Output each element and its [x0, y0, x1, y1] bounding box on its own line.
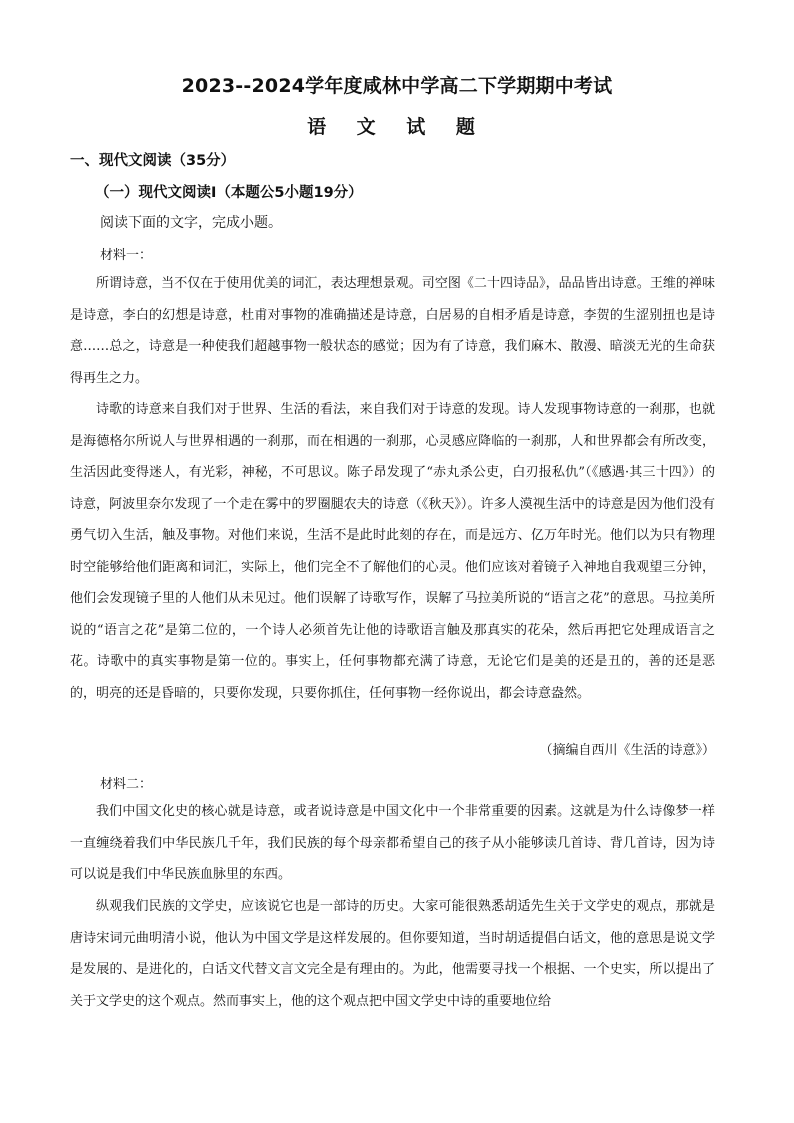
section-heading: 一、现代文阅读（35分）: [70, 153, 236, 169]
material-1-label: 材料一：: [100, 248, 153, 263]
material-2-label: 材料二：: [100, 777, 153, 792]
exam-title: 2023--2024学年度咸林中学高二下学期期中考试: [181, 75, 613, 97]
material-2-paragraph-2: 纵观我们民族的文学史，应该说它也是一部诗的历史。大家可能很熟悉胡适先生关于文学史的观点，那就是唐诗宋词元曲明清小说，他认为中国文学是这样发展的。但你要知道，当时胡适提倡白话文，他的意思是说文学是发展的、是进化的，白话文代替文言文完全是有理由的。为此，他需要寻找一个根据、一个史实，所以提出了关于文学史的这个观点。然而事实上，他的这个观点把中国文学史中诗的重要地位给: [70, 899, 715, 1009]
material-2-paragraph-1: 我们中国文化史的核心就是诗意，或者说诗意是中国文化中一个非常重要的因素。这就是为什么诗像梦一样一直缠绕着我们中华民族几千年，我们民族的每个母亲都希望自己的孩子从小能够读几首诗、背几首诗，因为诗可以说是我们中华民族血脉里的东西。: [70, 804, 715, 882]
material-1-paragraph-1: 所谓诗意，当不仅在于使用优美的词汇，表达理想景观。司空图《二十四诗品》，品品皆出诗意。王维的禅味是诗意，李白的幻想是诗意，杜甫对事物的准确描述是诗意，白居易的自相矛盾是诗意，李贺的生涩别扭也是诗意……总之，诗意是一种使我们超越事物一般状态的感觉；因为有了诗意，我们麻木、散漫、暗淡无光的生命获得再生之力。: [70, 276, 715, 386]
reading-instruction: 阅读下面的文字，完成小题。: [100, 215, 282, 231]
exam-subject: 语 文 试 题: [307, 116, 487, 138]
subsection-heading: （一）现代文阅读Ⅰ（本题公5小题19分）: [95, 185, 363, 201]
material-1-source: （摘编自西川《生活的诗意》）: [539, 743, 715, 758]
material-1-paragraph-2: 诗歌的诗意来自我们对于世界、生活的看法，来自我们对于诗意的发现。诗人发现事物诗意的一刹那，也就是海德格尔所说人与世界相遇的一刹那，而在相遇的一刹那，心灵感应降临的一刹那，人和世界都会有所改变，生活因此变得迷人，有光彩，神秘，不可思议。陈子昂发现了“赤丸杀公吏，白刃报私仇”（《感遇·其三十四》）的诗意，阿波里奈尔发现了一个走在雾中的罗圈腿农夫的诗意（《秋天》）。许多人漠视生活中的诗意是因为他们没有勇气切入生活，触及事物。对他们来说，生活不是此时此刻的存在，而是远方、亿万年时光。他们以为只有物理时空能够给他们距离和词汇，实际上，他们完全不了解他们的心灵。他们应该对着镜子入神地自我观望三分钟，他们会发现镜子里的人他们从未见过。他们误解了诗歌写作，误解了马拉美所说的“语言之花”的意思。马拉美所说的“语言之花”是第二位的，一个诗人必须首先让他的诗歌语言触及那真实的花朵，然后再把它处理成语言之花。诗歌中的真实事物是第一位的。事实上，任何事物都充满了诗意，无论它们是美的还是丑的，善的还是恶的，明亮的还是昏暗的，只要你发现，只要你抓住，任何事物一经你说出，都会诗意盎然。: [70, 402, 715, 701]
